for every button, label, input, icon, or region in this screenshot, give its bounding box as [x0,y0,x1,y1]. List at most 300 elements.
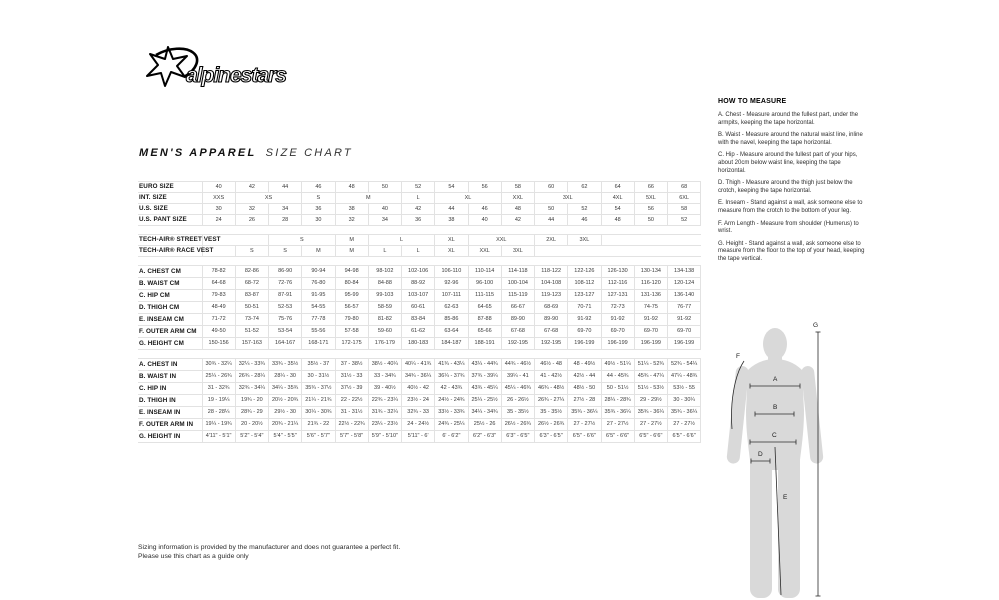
size-cell: 42 [235,182,268,193]
size-cell: 46½ - 48 [535,359,568,371]
size-cell: 24¾ - 25¼ [435,419,468,431]
size-cell: 112-116 [601,278,634,290]
size-cell: 62 [568,182,601,193]
size-cell: 102-106 [402,266,435,278]
size-cell: 164-167 [269,338,302,350]
size-cell: 48 - 49½ [568,359,601,371]
size-cell: 5XL [634,193,667,204]
row-label: G. HEIGHT CM [138,338,202,350]
size-cell: 58-59 [368,302,401,314]
size-cell: 47¼ - 48¾ [668,371,701,383]
size-cell: 30¾ - 32¼ [202,359,235,371]
size-cell: 32¾ - 34¼ [235,383,268,395]
size-cell: 79-80 [335,314,368,326]
size-cell: 192-195 [501,338,534,350]
size-cell: 122-126 [568,266,601,278]
size-cell: 82-86 [235,266,268,278]
table-row [138,215,701,226]
row-label: B. WAIST CM [138,278,202,290]
table-row [138,302,701,314]
size-cell: 35¾ - 36¼ [601,407,634,419]
size-cell: 26¾ - 27¼ [535,395,568,407]
size-cell: 30 [202,204,235,215]
size-cell: 56-57 [335,302,368,314]
size-cell: 35 - 35½ [501,407,534,419]
inseam-label: E [783,494,788,501]
size-cell: 64 [601,182,634,193]
size-cell: 51¼ - 52¾ [634,359,667,371]
size-cell: 99-103 [368,290,401,302]
size-cell: 52-53 [269,302,302,314]
table-row [138,371,701,383]
male-silhouette [726,328,824,598]
size-cell: XL [435,246,468,257]
size-cell: 120-124 [668,278,701,290]
size-cell: 50 [368,182,401,193]
size-cell: 5'2" - 5'4" [235,431,268,443]
size-cell: 176-179 [368,338,401,350]
size-cell: 69-70 [568,326,601,338]
size-cell: 50 - 51½ [601,383,634,395]
size-cell: 68 [668,182,701,193]
size-cell: 46 [468,204,501,215]
size-cell: 31 - 32¾ [202,383,235,395]
size-cell: 106-110 [435,266,468,278]
size-cell: 157-163 [235,338,268,350]
size-cell: 103-107 [402,290,435,302]
how-to-paragraph: C. Hip - Measure around the fullest part of your hips, about 20cm below waist line, keeping the tape horizontal. [718,152,858,174]
page-title [139,147,353,159]
size-cell: L [368,235,435,246]
size-cell: 3XL [501,246,534,257]
size-cell: 66 [634,182,667,193]
size-cell: 27 - 27½ [601,419,634,431]
size-table-group-3 [138,358,701,443]
size-cell: 116-120 [634,278,667,290]
size-cell: 134-138 [668,266,701,278]
row-label: F. OUTER ARM IN [138,419,202,431]
size-cell: 6'5" - 6'6" [634,431,667,443]
size-cell: 34¼ - 35¾ [269,383,302,395]
size-cell: 3XL [568,235,601,246]
size-cell: 57-58 [335,326,368,338]
size-cell: 196-199 [601,338,634,350]
size-cell: 22 - 22½ [335,395,368,407]
size-cell: 48½ - 50 [568,383,601,395]
size-cell: 35¾ - 36¼ [568,407,601,419]
size-cell: 42 - 43¾ [435,383,468,395]
size-cell: 43¼ - 44¾ [468,359,501,371]
size-cell: 28¼ - 28¾ [601,395,634,407]
table-row [138,266,701,278]
size-cell: 45¼ - 46¾ [501,383,534,395]
size-cell: S [302,193,335,204]
size-cell: 23½ - 24 [402,395,435,407]
table-row [138,278,701,290]
size-cell: XL [435,193,502,204]
size-cell: 34 [269,204,302,215]
table-row [138,290,701,302]
row-label: A. CHEST CM [138,266,202,278]
size-cell: 4'11" - 5'1" [202,431,235,443]
size-cell: 91-92 [634,314,667,326]
table-row [138,246,701,257]
size-cell: L [402,193,435,204]
size-cell: 84-88 [368,278,401,290]
size-cell: 54-55 [302,302,335,314]
size-cell: 5'7" - 5'8" [335,431,368,443]
size-cell: 74-75 [634,302,667,314]
size-cell: 56 [468,182,501,193]
how-to-measure-panel [718,98,868,269]
size-cell: 168-171 [302,338,335,350]
size-cell: 91-95 [302,290,335,302]
size-cell: 6'5" - 6'6" [668,431,701,443]
size-cell: 40½ - 42 [402,383,435,395]
size-cell: 20¾ - 21¼ [269,419,302,431]
how-to-paragraphs [718,112,868,264]
size-cell: 150-156 [202,338,235,350]
size-cell: S [269,235,336,246]
size-cell: 73-74 [235,314,268,326]
size-cell: 35½ - 37 [302,359,335,371]
row-label: E. INSEAM IN [138,407,202,419]
size-cell [601,235,701,246]
size-cell: 131-136 [634,290,667,302]
size-cell: 40 [368,204,401,215]
size-cell: 6'2" - 6'3" [468,431,501,443]
row-label: D. THIGH IN [138,395,202,407]
size-cell: 92-96 [435,278,468,290]
size-table-group-1 [138,234,701,257]
size-cell: 5'11" - 6' [402,431,435,443]
size-cell: S [269,246,302,257]
size-cell: 20 - 20½ [235,419,268,431]
size-cell: 91-92 [668,314,701,326]
size-cell: 111-115 [468,290,501,302]
size-cell: 42½ - 44 [568,371,601,383]
size-cell: 172-175 [335,338,368,350]
size-table [138,181,701,451]
size-cell: 80-84 [335,278,368,290]
size-cell: 30 - 30¼ [668,395,701,407]
size-cell: M [302,246,335,257]
size-cell: 49½ - 51¼ [601,359,634,371]
size-cell: 49-50 [202,326,235,338]
disclaimer [138,544,400,561]
how-to-paragraph: D. Thigh - Measure around the thigh just below the crotch, keeping the tape horizontal. [718,180,853,194]
row-label: G. HEIGHT IN [138,431,202,443]
size-cell: 86-90 [269,266,302,278]
row-label: C. HIP CM [138,290,202,302]
size-cell: 196-199 [668,338,701,350]
size-cell: 85-86 [435,314,468,326]
size-cell: M [335,193,402,204]
size-cell: 50-51 [235,302,268,314]
size-cell: 24 [202,215,235,226]
size-cell: 98-102 [368,266,401,278]
size-cell: 114-118 [501,266,534,278]
row-label: F. OUTER ARM CM [138,326,202,338]
row-label: D. THIGH CM [138,302,202,314]
size-cell: 30 - 31½ [302,371,335,383]
size-cell: XL [435,235,468,246]
size-cell: 22½ - 22¾ [335,419,368,431]
row-label: B. WAIST IN [138,371,202,383]
size-cell: 42 [402,204,435,215]
size-cell: 192-195 [535,338,568,350]
size-cell: M [335,235,368,246]
row-label: EURO SIZE [138,182,202,193]
size-cell: 25½ - 26 [468,419,501,431]
size-cell: M [335,246,368,257]
size-cell: 35¾ - 37½ [302,383,335,395]
table-row [138,407,701,419]
size-cell: 32 [235,204,268,215]
size-cell: 40¼ - 41¾ [402,359,435,371]
size-cell: 37½ - 39 [335,383,368,395]
size-cell: 64-68 [202,278,235,290]
size-cell: 5'6" - 5'7" [302,431,335,443]
size-cell: 130-134 [634,266,667,278]
page-title-bold: MEN'S APPAREL [139,147,257,159]
size-cell: 52 [402,182,435,193]
size-cell: 5'9" - 5'10" [368,431,401,443]
size-cell: 72-73 [601,302,634,314]
table-row [138,193,701,204]
size-cell: 83-84 [402,314,435,326]
row-label: A. CHEST IN [138,359,202,371]
size-cell: 87-88 [468,314,501,326]
size-cell: 35 - 35½ [535,407,568,419]
size-cell: 60-61 [402,302,435,314]
height-label: G [813,322,819,329]
size-cell: 95-99 [335,290,368,302]
size-cell: 51-52 [235,326,268,338]
size-cell: 52¾ - 54¼ [668,359,701,371]
size-cell: 27 - 27½ [668,419,701,431]
size-cell: 126-130 [601,266,634,278]
size-cell: 30 [302,215,335,226]
size-cell: 21¼ - 21¾ [302,395,335,407]
table-row [138,419,701,431]
size-cell: 26½ - 26¾ [535,419,568,431]
row-label: U.S. PANT SIZE [138,215,202,226]
size-cell: 58 [501,182,534,193]
size-cell: 104-108 [535,278,568,290]
size-cell: 69-70 [634,326,667,338]
size-cell: 91-92 [568,314,601,326]
size-cell: 119-123 [535,290,568,302]
size-cell: 19 - 19¼ [202,395,235,407]
size-cell: 28 [269,215,302,226]
size-cell: 6'5" - 6'6" [601,431,634,443]
table-row [138,431,701,443]
size-cell: 115-119 [501,290,534,302]
size-cell: XXL [468,246,501,257]
size-cell: 34¾ - 36¼ [402,371,435,383]
size-cell: XXL [501,193,534,204]
size-cell: 29½ - 30 [269,407,302,419]
table-row [138,235,701,246]
size-cell: 43¾ - 45¼ [468,383,501,395]
size-cell: 81-82 [368,314,401,326]
size-cell: 65-66 [468,326,501,338]
size-cell: 41¾ - 43¼ [435,359,468,371]
size-cell: 76-77 [668,302,701,314]
size-cell: 25¼ - 26¾ [202,371,235,383]
size-cell: 89-90 [501,314,534,326]
size-cell: 53½ - 55 [668,383,701,395]
size-cell: 46¾ - 48½ [535,383,568,395]
size-cell: 6' - 6'2" [435,431,468,443]
size-cell: 76-80 [302,278,335,290]
size-cell: 26¾ - 28¼ [235,371,268,383]
size-cell: 34 [368,215,401,226]
size-cell: 24 - 24½ [402,419,435,431]
size-cell: 91-92 [601,314,634,326]
size-cell: 100-104 [501,278,534,290]
waist-label: B [773,404,778,411]
size-cell: 40 [202,182,235,193]
size-cell: 188-191 [468,338,501,350]
size-cell: 23¼ - 23½ [368,419,401,431]
row-label: C. HIP IN [138,383,202,395]
size-cell: 68-69 [535,302,568,314]
size-cell: 56 [634,204,667,215]
size-cell: L [402,246,435,257]
size-cell: 6'3" - 6'5" [535,431,568,443]
size-cell: L [368,246,401,257]
size-cell: 33 - 34¾ [368,371,401,383]
how-to-measure-title: HOW TO MEASURE [718,98,787,105]
size-cell: 136-140 [668,290,701,302]
size-cell: 68-72 [235,278,268,290]
size-cell: 31 - 31½ [335,407,368,419]
row-label: INT. SIZE [138,193,202,204]
size-cell: 38 [335,204,368,215]
size-cell: 6XL [668,193,701,204]
row-label: U.S. SIZE [138,204,202,215]
table-row [138,326,701,338]
size-cell: 44 - 45¾ [601,371,634,383]
table-row [138,182,701,193]
size-cell: 31¾ - 32¼ [368,407,401,419]
size-table-group-0 [138,181,701,226]
size-cell: XXS [202,193,235,204]
size-table-group-2 [138,265,701,350]
size-cell: 196-199 [568,338,601,350]
size-cell: 62-63 [435,302,468,314]
size-cell: 48 [601,215,634,226]
size-cell: 83-87 [235,290,268,302]
size-cell: 67-68 [535,326,568,338]
size-cell: 48-49 [202,302,235,314]
row-label: TECH-AIR® RACE VEST [138,246,202,257]
size-cell: 5'4" - 5'5" [269,431,302,443]
size-cell: 50 [634,215,667,226]
size-cell: 35¾ - 36¼ [668,407,701,419]
size-cell: 38 [435,215,468,226]
size-cell: XXL [468,235,535,246]
arm-label: F [736,353,740,360]
size-cell: 32¾ - 33 [402,407,435,419]
size-cell: 33½ - 33¾ [435,407,468,419]
row-label: E. INSEAM CM [138,314,202,326]
size-cell: 48 [501,204,534,215]
size-cell: 46 [568,215,601,226]
size-cell: 19¼ - 19¾ [202,419,235,431]
size-cell: 87-91 [269,290,302,302]
size-cell: 107-111 [435,290,468,302]
how-to-paragraph: G. Height - Stand against a wall, ask someone else to measure from the floor to the top of your head, keeping the tape vertical. [718,240,865,262]
size-cell: 32 [335,215,368,226]
size-cell: 41 - 42½ [535,371,568,383]
size-cell: 54 [435,182,468,193]
table-row [138,314,701,326]
size-cell: 90-94 [302,266,335,278]
size-cell: XS [235,193,302,204]
how-to-paragraph: F. Arm Length - Measure from shoulder (Humerus) to wrist. [718,220,859,235]
table-row [138,204,701,215]
disclaimer-line1: Sizing information is provided by the manufacturer and does not guarantee a perfect fit. [138,544,401,551]
size-cell: 50 [535,204,568,215]
size-cell: 25¼ - 25½ [468,395,501,407]
size-cell: 37¾ - 39¼ [468,371,501,383]
size-cell: 196-199 [634,338,667,350]
size-cell: 40 [468,215,501,226]
size-cell: 118-122 [535,266,568,278]
size-cell: 58 [668,204,701,215]
table-row [138,383,701,395]
size-cell: 22¾ - 23¼ [368,395,401,407]
size-cell: 19¾ - 20 [235,395,268,407]
size-cell: 3XL [535,193,602,204]
size-cell: S [235,246,268,257]
size-cell: 123-127 [568,290,601,302]
size-cell: 26 [235,215,268,226]
size-cell: 94-98 [335,266,368,278]
how-to-paragraph: E. Inseam - Stand against a wall, ask someone else to measure from the crotch to the bottom of your leg. [718,200,863,214]
size-cell: 35¾ - 36¼ [634,407,667,419]
table-row [138,395,701,407]
size-cell: 34¼ - 34¾ [468,407,501,419]
thigh-label: D [758,451,763,458]
size-cell: 27 - 27½ [568,419,601,431]
size-cell: 39 - 40½ [368,383,401,395]
size-cell: 52 [668,215,701,226]
size-cell: 69-70 [601,326,634,338]
table-row [138,338,701,350]
size-cell: 44¾ - 46½ [501,359,534,371]
disclaimer-line2: Please use this chart as a guide only [138,552,249,560]
size-cell: 36 [402,215,435,226]
size-cell: 67-68 [501,326,534,338]
size-cell: 32¼ - 33¾ [235,359,268,371]
size-cell: 66-67 [501,302,534,314]
size-cell: 27 - 27½ [634,419,667,431]
size-cell: 69-70 [668,326,701,338]
row-label: TECH-AIR® STREET VEST [138,235,202,246]
size-cell: 6'5" - 6'6" [568,431,601,443]
size-cell: 127-131 [601,290,634,302]
size-cell: 61-62 [402,326,435,338]
hip-label: C [772,432,777,439]
size-cell: 55-56 [302,326,335,338]
size-cell: 28 - 28¼ [202,407,235,419]
size-cell: 79-83 [202,290,235,302]
size-cell [535,246,701,257]
